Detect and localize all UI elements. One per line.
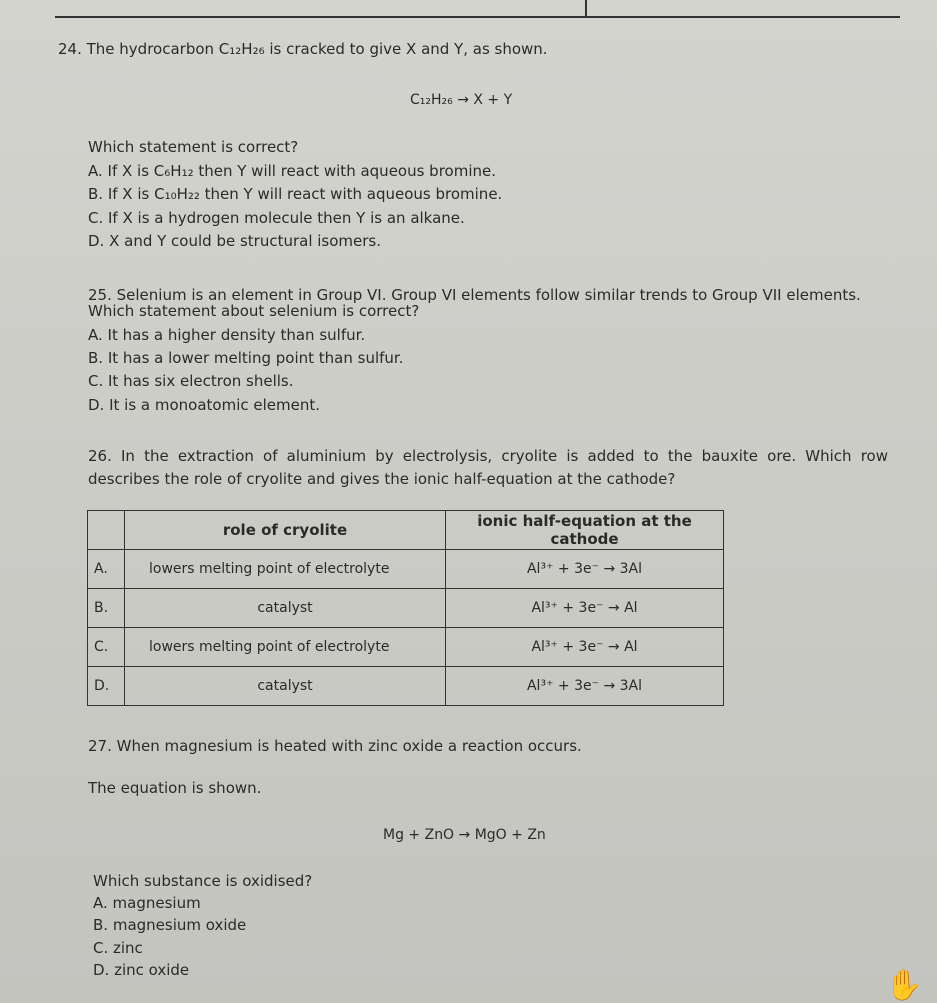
- header-divider: [585, 0, 587, 17]
- row-equation: Al³⁺ + 3e⁻ → 3Al: [446, 667, 724, 706]
- row-equation: Al³⁺ + 3e⁻ → Al: [446, 628, 724, 667]
- row-role: catalyst: [125, 667, 446, 706]
- q25-option-d: D. It is a monoatomic element.: [88, 396, 321, 414]
- row-letter: C.: [88, 628, 125, 667]
- q25-prompt: Which statement about selenium is correct?: [88, 302, 420, 320]
- q27-option-d: D. zinc oxide: [93, 961, 190, 979]
- table-header-letter: [88, 511, 125, 550]
- q27-line2: The equation is shown.: [88, 779, 262, 797]
- q27-equation: Mg + ZnO → MgO + Zn: [383, 827, 546, 843]
- q27-prompt: Which substance is oxidised?: [93, 872, 313, 890]
- header-rule: [55, 16, 900, 18]
- table-row: [88, 550, 724, 589]
- table-row: [88, 667, 724, 706]
- q24-option-a: A. If X is C₆H₁₂ then Y will react with aqueous bromine.: [88, 162, 497, 180]
- table-header-row: [88, 511, 724, 550]
- table-header-equation: ionic half-equation at the cathode: [446, 511, 724, 550]
- row-equation: Al³⁺ + 3e⁻ → 3Al: [446, 550, 724, 589]
- table-row: [88, 589, 724, 628]
- hand-icon: ✋: [885, 968, 923, 1003]
- q24-option-d: D. X and Y could be structural isomers.: [88, 232, 382, 250]
- q24-option-c: C. If X is a hydrogen molecule then Y is an alkane.: [88, 209, 465, 227]
- q27-option-c: C. zinc: [93, 939, 143, 957]
- row-role: lowers melting point of electrolyte: [125, 550, 446, 589]
- row-letter: D.: [88, 667, 125, 706]
- q26-stem: 26. In the extraction of aluminium by electrolysis, cryolite is added to the bauxite ore. Which row describes the role of cryolite and gives the ionic half-equation at the cathode?: [88, 447, 888, 488]
- q24-prompt: Which statement is correct?: [88, 138, 299, 156]
- q24-stem: 24. The hydrocarbon C₁₂H₂₆ is cracked to give X and Y, as shown.: [58, 40, 548, 58]
- q27-option-a: A. magnesium: [93, 894, 201, 912]
- q25-option-c: C. It has six electron shells.: [88, 372, 294, 390]
- q24-option-b: B. If X is C₁₀H₂₂ then Y will react with aqueous bromine.: [88, 185, 503, 203]
- row-role: lowers melting point of electrolyte: [125, 628, 446, 667]
- row-letter: B.: [88, 589, 125, 628]
- table-header-role: role of cryolite: [125, 511, 446, 550]
- row-equation: Al³⁺ + 3e⁻ → Al: [446, 589, 724, 628]
- q25-option-a: A. It has a higher density than sulfur.: [88, 326, 366, 344]
- q24-equation: C₁₂H₂₆ → X + Y: [410, 92, 513, 108]
- table-row: [88, 628, 724, 667]
- q27-stem: 27. When magnesium is heated with zinc oxide a reaction occurs.: [88, 737, 582, 755]
- q25-stem: 25. Selenium is an element in Group VI. Group VI elements follow similar trends to Group VII elements.: [88, 286, 861, 304]
- row-role: catalyst: [125, 589, 446, 628]
- q27-option-b: B. magnesium oxide: [93, 916, 247, 934]
- q26-table: [87, 510, 724, 706]
- row-letter: A.: [88, 550, 125, 589]
- q25-option-b: B. It has a lower melting point than sulfur.: [88, 349, 404, 367]
